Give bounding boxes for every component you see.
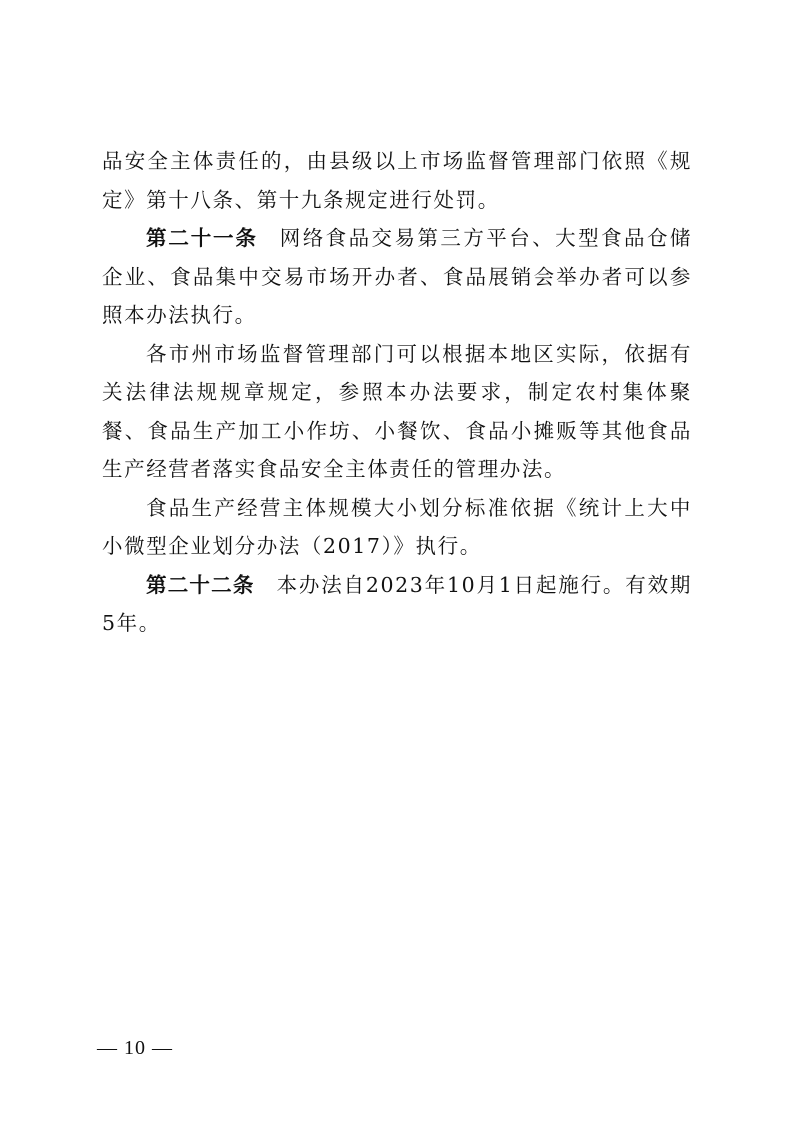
page-number: — 10 — (97, 1037, 173, 1059)
paragraph-text: 各市州市场监督管理部门可以根据本地区实际，依据有关法律法规规章规定，参照本办法要求，制定农村集体聚餐、食品生产加工小作坊、小餐饮、食品小摊贩等其他食品生产经营者落实食品安全主体责任的管理办法。 (102, 341, 692, 481)
paragraph-text: 网络食品交易第三方平台、大型食品仓储企业、食品集中交易市场开办者、食品展销会举办者可以参照本办法执行。 (102, 226, 692, 327)
paragraph-continuation (102, 142, 692, 219)
article-21 (102, 219, 692, 335)
paragraph-local-rules (102, 335, 692, 489)
article-heading: 第二十一条 (146, 226, 258, 250)
paragraph-text: 品安全主体责任的，由县级以上市场监督管理部门依照《规定》第十八条、第十九条规定进行处罚。 (102, 149, 692, 212)
paragraph-text: 食品生产经营主体规模大小划分标准依据《统计上大中小微型企业划分办法（2017）》执行。 (102, 495, 692, 558)
paragraph-scale-standard (102, 489, 692, 566)
article-22 (102, 566, 692, 643)
paragraph-text: 本办法自2023年10月1日起施行。有效期5年。 (102, 572, 692, 635)
article-heading: 第二十二条 (146, 572, 255, 597)
body-text (102, 142, 692, 643)
